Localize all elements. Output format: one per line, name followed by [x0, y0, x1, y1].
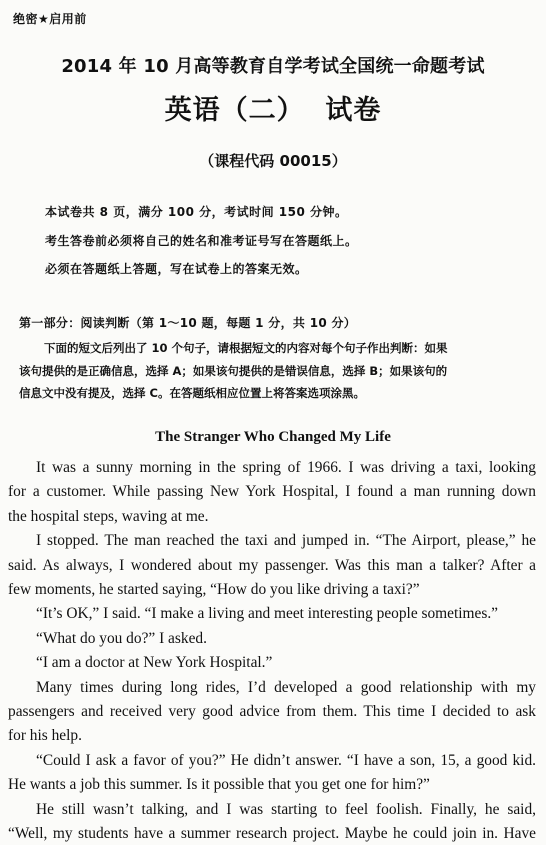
- passage-title: The Stranger Who Changed My Life: [155, 429, 391, 445]
- course-code: （课程代码 00015）: [199, 152, 347, 170]
- passage-line: “What do you do?” I asked.: [36, 629, 207, 647]
- passage-line: the hospital steps, waving at me.: [8, 507, 209, 525]
- passage-line: “It’s OK,” I said. “I make a living and meet interesting people sometimes.”: [36, 605, 499, 623]
- passage-line: It was a sunny morning in the spring of 1966. I was driving a taxi, looking: [36, 459, 536, 476]
- instruction-line: 本试卷共 8 页，满分 100 分，考试时间 150 分钟。: [45, 205, 348, 219]
- exam-title: 2014 年 10 月高等教育自学考试全国统一命题考试: [61, 56, 485, 77]
- passage-line: I stopped. The man reached the taxi and jumped in. “The Airport, please,” he: [36, 532, 536, 550]
- passage-line: said. As always, I wondered about my passenger. Was this man a talker? After a: [8, 556, 536, 574]
- directions-line: 下面的短文后列出了 10 个句子，请根据短文的内容对每个句子作出判断：如果: [44, 341, 448, 355]
- passage-line: Many times during long rides, I’d developed a good relationship with my: [36, 678, 536, 696]
- passage-line: “Could I ask a favor of you?” He didn’t answer. “I have a son, 15, a good kid.: [36, 751, 536, 769]
- passage-line: passengers and received very good advice from them. This time I decided to ask: [8, 703, 536, 721]
- directions-line: 该句提供的是正确信息，选择 A；如果该句提供的是错误信息，选择 B；如果该句的: [19, 363, 448, 378]
- paper-title: 英语（二） 试卷: [164, 95, 382, 126]
- instruction-line: 必须在答题纸上答题，写在试卷上的答案无效。: [45, 262, 308, 276]
- passage-line: for a customer. While passing New York Hospital, I found a man running down: [8, 483, 536, 501]
- section-directions: [19, 337, 535, 405]
- secret-label: 绝密★启用前: [13, 12, 87, 26]
- passage-line: few moments, he started saying, “How do you like driving a taxi?”: [8, 581, 420, 599]
- passage-line: for his help.: [8, 727, 82, 745]
- passage-line: He still wasn’t talking, and I was starting to feel foolish. Finally, he said,: [36, 800, 536, 818]
- passage-line: “Well, my students have a summer research project. Maybe he could join in. Have: [8, 825, 536, 843]
- directions-line: 信息文中没有提及，选择 C。在答题纸相应位置上将答案选项涂黑。: [19, 386, 365, 400]
- instruction-line: 考生答卷前必须将自己的姓名和准考证号写在答题纸上。: [45, 234, 358, 248]
- passage-line: He wants a job this summer. Is it possible that you get one for him?”: [8, 776, 430, 794]
- section-heading: 第一部分：阅读判断（第 1～10 题，每题 1 分，共 10 分）: [19, 316, 357, 330]
- passage-line: “I am a doctor at New York Hospital.”: [36, 654, 273, 672]
- passage-body: [8, 456, 536, 845]
